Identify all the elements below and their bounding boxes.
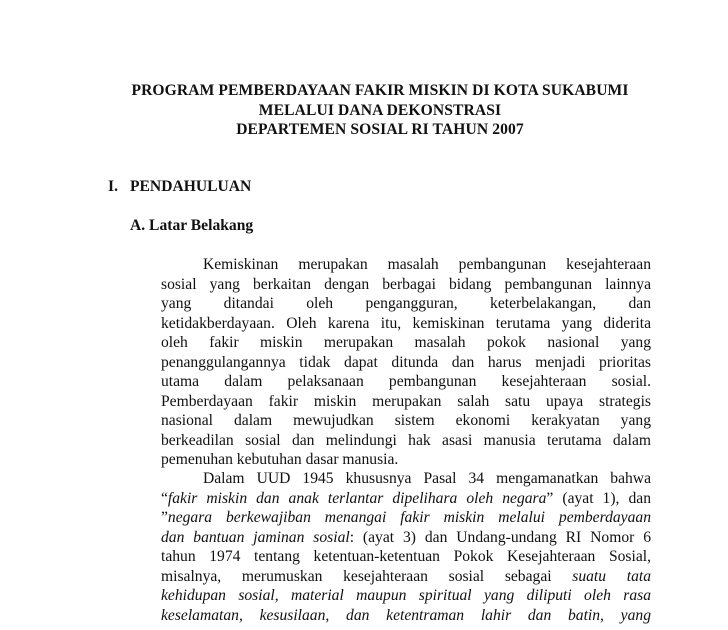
quote-text-italic: negara berkewajiban menangai fakir miskin melalui pemberdayaan <box>167 509 651 526</box>
title-line-1: PROGRAM PEMBERDAYAAN FAKIR MISKIN DI KOTA SUKABUMI <box>131 82 629 99</box>
section-heading <box>108 177 251 197</box>
section-title: PENDAHULUAN <box>130 178 252 195</box>
paragraph-line: Dalam UUD 1945 khususnya Pasal 34 mengamanatkan bahwa <box>203 470 651 487</box>
paragraph-line: penanggulangannya tidak dapat ditunda dan harus menjadi prioritas <box>161 353 651 371</box>
quote-open: ” <box>161 509 168 526</box>
paragraph-line: utama dalam pelaksanaan pembangunan kesejahteraan sosial. <box>161 373 651 390</box>
paragraph-line: berkeadilan sosial dan melindungi hak asasi manusia terutama dalam <box>161 431 651 449</box>
paragraph-line: Kemiskinan merupakan masalah pembangunan kesejahteraan <box>203 256 651 273</box>
paragraph-line: tahun 1974 tentang ketentuan-ketentuan Pokok Kesejahteraan Sosial, <box>161 548 651 565</box>
section-number: I. <box>108 178 118 195</box>
paragraph-line: sosial yang berkaitan dengan berbagai bidang pembangunan lainnya <box>161 275 651 293</box>
title-line-2: MELALUI DANA DEKONSTRASI <box>258 101 502 119</box>
quote-text-italic: dan bantuan jaminan sosial <box>161 528 350 546</box>
paragraph-text: : (ayat 3) dan Undang-undang RI Nomor 6 <box>349 528 651 546</box>
paragraph-text: misalnya, merumuskan kesejahteraan sosial sebagai <box>161 567 573 585</box>
paragraph-line: pemenuhan kebutuhan dasar manusia. <box>161 451 399 468</box>
document-title <box>60 81 700 140</box>
paragraph-line: ketidakberdayaan. Oleh karena itu, kemiskinan terutama yang diderita <box>161 314 651 332</box>
paragraph-line: nasional dalam mewujudkan sistem ekonomi kerakyatan yang <box>161 412 651 429</box>
subsection-heading: A. Latar Belakang <box>130 217 254 234</box>
paragraph-line <box>161 489 651 509</box>
quote-text-italic: suatu tata <box>572 567 651 585</box>
paragraph-line <box>161 567 651 587</box>
quote-close: ” (ayat 1), dan <box>546 489 651 507</box>
paragraph-line <box>161 528 651 548</box>
quote-text-italic: fakir miskin dan anak terlantar dipelihara oleh negara <box>167 489 547 507</box>
paragraph-line <box>161 606 651 626</box>
paragraph-line <box>161 508 651 528</box>
paragraph-line: yang ditandai oleh pengangguran, keterbelakangan, dan <box>161 295 651 312</box>
quote-text-italic: kehidupan sosial, material maupun spiritual yang diliputi oleh rasa <box>161 587 651 604</box>
paragraph-1 <box>161 255 651 470</box>
paragraph-2 <box>161 469 651 625</box>
title-line-3: DEPARTEMEN SOSIAL RI TAHUN 2007 <box>236 121 524 138</box>
quote-text-italic: keselamatan, kesusilaan, dan ketentraman lahir dan batin, yang <box>161 606 651 624</box>
paragraph-line: Pemberdayaan fakir miskin merupakan salah satu upaya strategis <box>161 392 651 410</box>
paragraph-line <box>161 586 651 606</box>
quote-open: “ <box>161 489 168 507</box>
paragraph-line: oleh fakir miskin merupakan masalah pokok nasional yang <box>161 334 651 351</box>
